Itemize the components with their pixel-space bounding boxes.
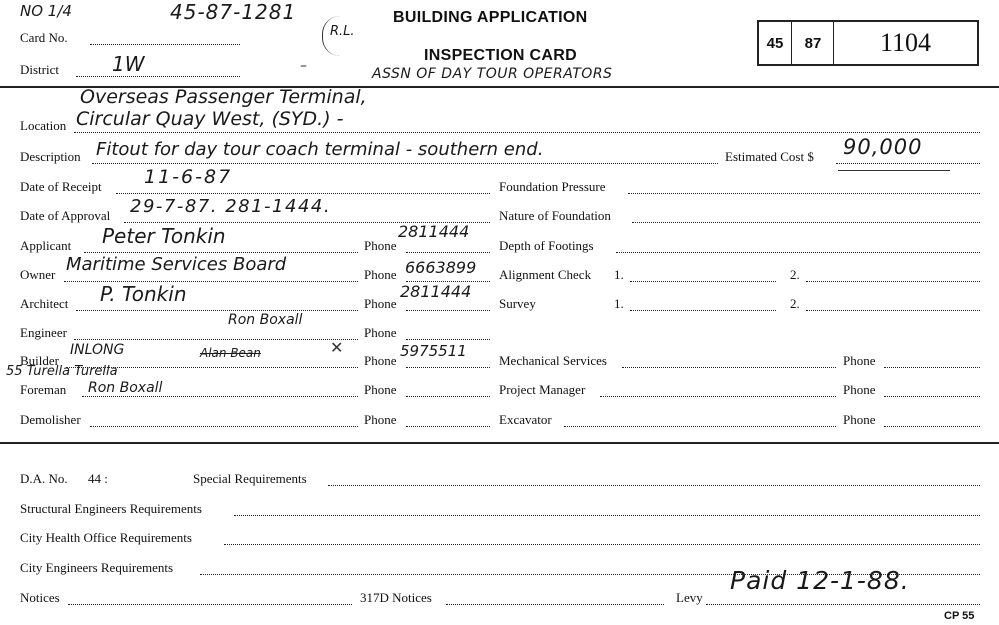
survey-line2 xyxy=(806,310,980,311)
box-middle-value: 87 xyxy=(791,22,834,64)
cost-underline-mark xyxy=(838,170,950,171)
architect-phone-value: 2811444 xyxy=(400,282,472,301)
city-engineers-label: City Engineers Requirements xyxy=(20,560,174,575)
levy-value: Paid 12-1-88. xyxy=(730,566,910,595)
levy-label: Levy xyxy=(676,590,703,605)
card-no-line xyxy=(90,44,240,45)
owner-label: Owner xyxy=(20,267,56,282)
builder-phone-label: Phone xyxy=(364,353,397,368)
location-label: Location xyxy=(20,118,67,133)
foreman-phone-line xyxy=(406,396,490,397)
architect-value: P. Tonkin xyxy=(100,282,187,306)
district-dash-mark: – xyxy=(300,58,307,74)
mechanical-services-phone-line xyxy=(884,367,980,368)
foreman-line xyxy=(82,396,358,397)
builder-cross-mark: ✕ xyxy=(330,338,344,357)
notices-317d-label: 317D Notices xyxy=(360,590,432,605)
project-manager-phone-line xyxy=(884,396,980,397)
district-line xyxy=(76,76,240,77)
foreman-phone-label: Phone xyxy=(364,382,397,397)
builder-phone-line xyxy=(406,367,490,368)
engineer-value: Ron Boxall xyxy=(228,312,303,328)
owner-phone-label: Phone xyxy=(364,267,397,282)
architect-line xyxy=(76,310,358,311)
survey-label: Survey xyxy=(499,296,536,311)
mechanical-services-line xyxy=(622,367,836,368)
nature-of-foundation-line xyxy=(632,222,980,223)
applicant-phone-value: 2811444 xyxy=(398,222,470,241)
application-number-box xyxy=(757,20,979,66)
demolisher-label: Demolisher xyxy=(20,412,81,427)
excavator-phone-label: Phone xyxy=(843,412,876,427)
applicant-phone-line xyxy=(406,252,490,253)
levy-line xyxy=(706,604,980,605)
applicant-line xyxy=(84,252,358,253)
location-value-line2: Circular Quay West, (SYD.) - xyxy=(76,108,344,130)
da-no-value: 44 : xyxy=(88,471,108,486)
architect-phone-label: Phone xyxy=(364,296,397,311)
demolisher-line xyxy=(90,426,358,427)
project-manager-line xyxy=(600,396,836,397)
district-value: 1W xyxy=(112,52,145,76)
handwritten-rl-note: R.L. xyxy=(330,24,355,39)
special-requirements-line xyxy=(328,485,980,486)
location-value-line1: Overseas Passenger Terminal, xyxy=(80,86,367,108)
form-code: CP 55 xyxy=(944,610,975,622)
owner-value: Maritime Services Board xyxy=(66,254,287,275)
demolisher-phone-line xyxy=(406,426,490,427)
builder-label: Builder xyxy=(20,353,59,368)
engineer-label: Engineer xyxy=(20,325,67,340)
engineer-phone-line xyxy=(406,339,490,340)
card-no-label: Card No. xyxy=(20,30,68,45)
fields-divider xyxy=(0,442,999,444)
applicant-label: Applicant xyxy=(20,238,72,253)
foundation-pressure-line xyxy=(628,193,980,194)
city-health-label: City Health Office Requirements xyxy=(20,530,192,545)
notices-line xyxy=(68,604,352,605)
date-of-receipt-label: Date of Receipt xyxy=(20,179,102,194)
description-value: Fitout for day tour coach terminal - southern end. xyxy=(96,139,544,160)
survey-num2: 2. xyxy=(790,296,800,311)
alignment-check-num2: 2. xyxy=(790,267,800,282)
depth-of-footings-line xyxy=(616,252,980,253)
estimated-cost-label: Estimated Cost $ xyxy=(725,149,814,164)
builder-phone-value: 5975511 xyxy=(400,342,467,360)
excavator-line xyxy=(564,426,836,427)
builder-struck-value: Alan Bean xyxy=(200,346,261,360)
project-manager-phone-label: Phone xyxy=(843,382,876,397)
owner-phone-value: 6663899 xyxy=(405,258,477,277)
project-manager-label: Project Manager xyxy=(499,382,586,397)
excavator-phone-line xyxy=(884,426,980,427)
association-name: ASSN OF DAY TOUR OPERATORS xyxy=(372,66,613,82)
notices-317d-line xyxy=(446,604,664,605)
architect-label: Architect xyxy=(20,296,69,311)
survey-line1 xyxy=(630,310,776,311)
structural-engineers-label: Structural Engineers Requirements xyxy=(20,501,202,516)
engineer-phone-label: Phone xyxy=(364,325,397,340)
architect-phone-line xyxy=(406,310,490,311)
box-right-value: 1104 xyxy=(833,22,977,64)
nature-of-foundation-label: Nature of Foundation xyxy=(499,208,611,223)
date-of-receipt-line xyxy=(116,193,490,194)
engineer-line xyxy=(74,339,358,340)
alignment-check-label: Alignment Check xyxy=(499,267,592,282)
date-of-receipt-value: 11-6-87 xyxy=(144,166,233,188)
box-left-value: 45 xyxy=(766,34,784,52)
special-requirements-label: Special Requirements xyxy=(193,471,307,486)
builder-address-value: 55 Turella Turella xyxy=(6,364,118,379)
builder-value: INLONG xyxy=(70,342,125,358)
mechanical-services-label: Mechanical Services xyxy=(499,353,607,368)
applicant-phone-label: Phone xyxy=(364,238,397,253)
demolisher-phone-label: Phone xyxy=(364,412,397,427)
page-title-line2: INSPECTION CARD xyxy=(424,47,577,64)
applicant-value: Peter Tonkin xyxy=(102,224,226,248)
da-no-label: D.A. No. xyxy=(20,471,68,486)
date-of-approval-value: 29-7-87. 281-1444. xyxy=(130,196,332,217)
page-title-line1: BUILDING APPLICATION xyxy=(393,9,588,26)
excavator-label: Excavator xyxy=(499,412,552,427)
rl-bracket-mark xyxy=(322,16,359,56)
foreman-label: Foreman xyxy=(20,382,67,397)
structural-engineers-line xyxy=(234,515,980,516)
foundation-pressure-label: Foundation Pressure xyxy=(499,179,606,194)
mechanical-services-phone-label: Phone xyxy=(843,353,876,368)
foreman-value: Ron Boxall xyxy=(88,380,163,396)
city-health-line xyxy=(224,544,980,545)
date-of-approval-label: Date of Approval xyxy=(20,208,111,223)
alignment-check-line2 xyxy=(806,281,980,282)
alignment-check-num1: 1. xyxy=(614,267,624,282)
handwritten-card-number: NO 1/4 xyxy=(20,2,72,20)
survey-num1: 1. xyxy=(614,296,624,311)
description-line xyxy=(92,163,718,164)
location-line xyxy=(74,132,980,133)
alignment-check-line1 xyxy=(630,281,776,282)
handwritten-reference-number: 45-87-1281 xyxy=(170,0,297,24)
estimated-cost-line xyxy=(836,163,980,164)
district-label: District xyxy=(20,62,59,77)
description-label: Description xyxy=(20,149,81,164)
estimated-cost-value: 90,000 xyxy=(843,135,923,159)
notices-label: Notices xyxy=(20,590,60,605)
depth-of-footings-label: Depth of Footings xyxy=(499,238,594,253)
